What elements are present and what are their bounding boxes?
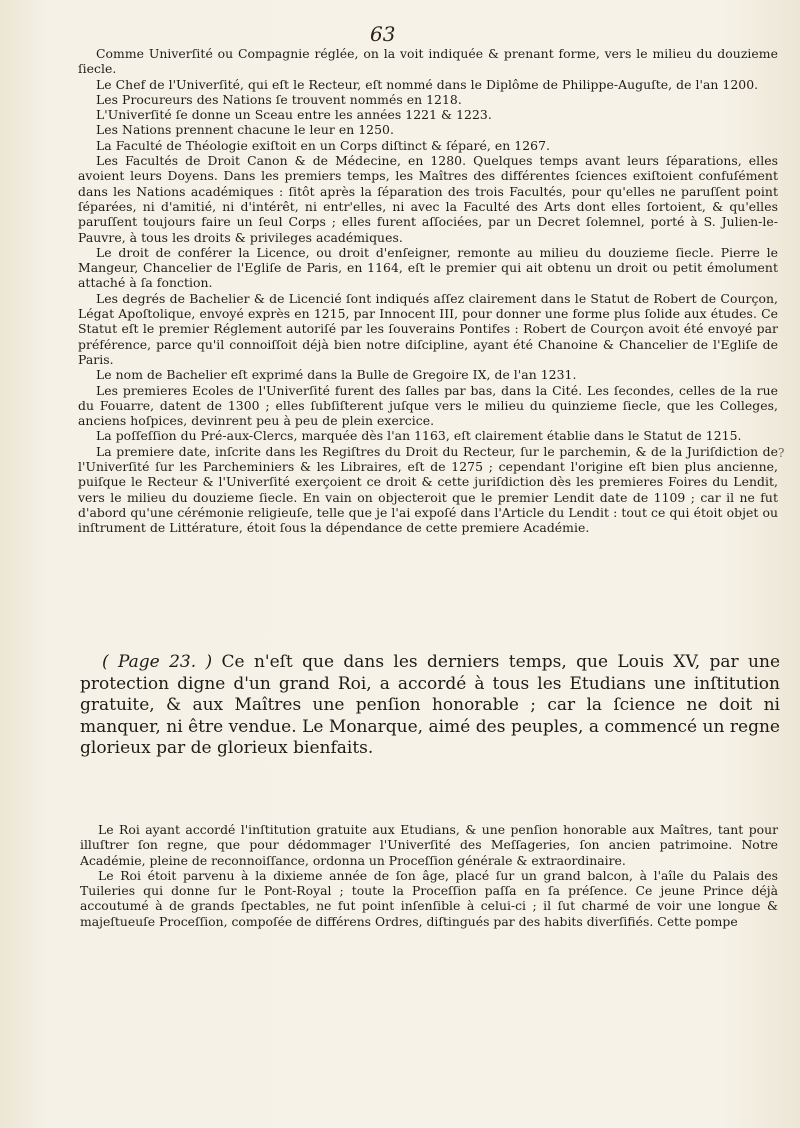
main-text xyxy=(78,46,778,536)
paragraph: Les Facultés de Droit Canon & de Médecine, en 1280. Quelques temps avant leurs ſéparations, elles avoient leurs Doyens. Dans les premiers temps, les Maîtres des différentes ſciences exiſtoient confuſément dans les Nations académiques : ſitôt après la ſéparation des trois Facultés, pour qu'elles ne paruſſent point ſéparées, ni d'amitié, ni d'intérêt, ni entr'elles, ni avec la Faculté des Arts dont elles ſortoient, & qu'elles paruſſent toujours faire un ſeul Corps ; elles furent aſſociées, par un Decret ſolemnel, porté à S. Julien-le-Pauvre, à tous les droits & privileges académiques. xyxy=(78,153,778,245)
paragraph: La Faculté de Théologie exiſtoit en un Corps diſtinct & ſéparé, en 1267. xyxy=(96,137,551,153)
lower-text xyxy=(80,822,778,929)
paragraph: Le Roi ayant accordé l'inſtitution gratuite aux Etudians, & une penſion honorable aux Maîtres, tant pour illuſtrer ſon regne, que pour dédommager l'Univerſité des Meſſageries, ſon ancien patrimoine. Notre Académie, pleine de reconnoiſſance, ordonna un Proceſſion générale & extraordinaire. xyxy=(80,822,778,868)
paragraph: Les Procureurs des Nations ſe trouvent nommés en 1218. xyxy=(96,91,462,107)
paragraph: L'Univerſité ſe donne un Sceau entre les années 1221 & 1223. xyxy=(96,107,492,123)
paragraph: Le Roi étoit parvenu à la dixieme année de ſon âge, placé ſur un grand balcon, à l'aîle du Palais des Tuileries qui donne ſur le Pont-Royal ; toute la Proceſſion paſſa en ſa préſence. Ce jeune Prince déjà accoutumé à de grands ſpectables, ne fut point inſenſible à celui-ci ; il ſut charmé de voir une longue & majeſtueuſe Proceſſion, compoſée de différens Ordres, diſtingués par des habits diverſifiés. Cette pompe xyxy=(80,867,778,929)
paragraph: Le Chef de l'Univerſité, qui eſt le Recteur, eſt nommé dans le Diplôme de Philippe-Auguſte, de l'an 1200. xyxy=(96,76,759,92)
paragraph: Le droit de conférer la Licence, ou droit d'enſeigner, remonte au milieu du douzieme ſiecle. Pierre le Mangeur, Chancelier de l'Egliſe de Paris, en 1164, eſt le premier qui ait obtenu un droit ou petit émolument attaché à ſa fonction. xyxy=(78,244,778,291)
paragraph: Le nom de Bachelier eſt exprimé dans la Bulle de Gregoire IX, de l'an 1231. xyxy=(96,367,577,383)
paragraph: La poſſeſſion du Pré-aux-Clercs, marquée dès l'an 1163, eſt clairement établie dans le Statut de 1215. xyxy=(96,428,742,444)
large-paragraph-text: Ce n'eſt que dans les derniers temps, que Louis XV, par une protection digne d'un grand Roi, a accordé à tous les Etudians une inſtitution gratuite, & aux Maîtres une penſion honorable ; car la ſcience ne doit ni manquer, ni être vendue. Le Monarque, aimé des peuples, a commencé un regne glorieux par de glorieux bienfaits. xyxy=(80,652,781,758)
paragraph: La premiere date, inſcrite dans les Regiſtres du Droit du Recteur, ſur le parchemin, & de la Juriſdiction de l'Univerſité ſur les Parcheminiers & les Libraires, eſt de 1275 ; cependant l'origine eſt bien plus ancienne, puiſque le Recteur & l'Univerſité exerçoient ce droit & cette juriſdiction dès les premieres Foires du Lendit, vers le milieu du douzieme ſiecle. En vain on objecteroit que le premier Lendit date de 1109 ; car il ne fut d'abord qu'une cérémonie religieuſe, telle que je l'ai expoſé dans l'Article du Lendit : tout ce qui étoit objet ou inſtrument de Littérature, étoit ſous la dépendance de cette premiere Académie. xyxy=(78,443,778,536)
paragraph: Les Nations prennent chacune le leur en 1250. xyxy=(96,122,394,138)
margin-mark: ? xyxy=(778,446,785,460)
page-number: 63 xyxy=(370,22,396,46)
paragraph: Comme Univerſité ou Compagnie réglée, on la voit indiquée & prenant forme, vers le milieu du douzieme ſiecle. xyxy=(78,46,778,77)
page-reference: ( Page 23. ) xyxy=(102,652,213,672)
large-paragraph xyxy=(80,652,780,760)
paragraph: Les degrés de Bachelier & de Licencié ſont indiqués aſſez clairement dans le Statut de Robert de Courçon, Légat Apoſtolique, envoyé exprès en 1215, par Innocent III, pour donner une forme plus ſolide aux études. Ce Statut eſt le premier Réglement autoriſé par les ſouverains Pontifes : Robert de Courçon avoit été envoyé par préférence, parce qu'il connoiſſoit déjà bien notre diſcipline, ayant été Chanoine & Chancelier de l'Egliſe de Paris. xyxy=(78,290,778,367)
paragraph: Les premieres Ecoles de l'Univerſité furent des ſalles par bas, dans la Cité. Les ſecondes, celles de la rue du Fouarre, datent de 1300 ; elles ſubſiſterent juſque vers le milieu du quinzieme ſiecle, que les Colleges, anciens hoſpices, devinrent peu à peu de plein exercice. xyxy=(78,382,778,429)
large-text-block xyxy=(80,652,780,760)
